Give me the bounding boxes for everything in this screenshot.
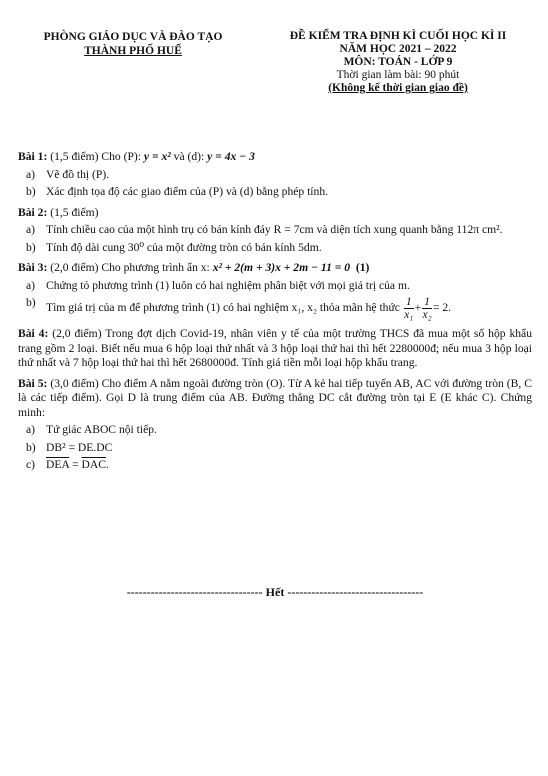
end-marker: ---------------------------------- Hết ---------------------------------- xyxy=(126,585,424,599)
subject: MÔN: TOÁN - LỚP 9 xyxy=(343,56,453,68)
question-2a xyxy=(26,223,532,238)
question-2b xyxy=(26,241,532,256)
item-label: b) xyxy=(26,240,36,254)
item-label: a) xyxy=(26,423,36,436)
period: . xyxy=(106,458,109,471)
item-label: b) xyxy=(26,296,36,309)
question-2 xyxy=(18,206,532,256)
question-1-and: và (d): xyxy=(170,150,208,163)
item-text: DB² = DE.DC xyxy=(46,440,113,454)
equals-sign: = xyxy=(69,458,82,471)
question-2-heading: Bài 2: xyxy=(18,205,48,219)
item-label: c) xyxy=(26,458,36,471)
question-5-heading: Bài 5: xyxy=(18,376,48,390)
question-4-heading: Bài 4: xyxy=(18,327,49,340)
item-text: Vẽ đồ thị (P). xyxy=(46,167,110,181)
question-1b xyxy=(26,185,532,200)
quadratic-equation: x² + 2(m + 3)x + 2m − 11 = 0 xyxy=(212,261,351,274)
question-3-points: (2,0 điểm) Cho phương trình ẩn x: xyxy=(47,261,213,274)
angle-dac: $\overline{DAC}$ xyxy=(81,458,107,471)
question-5 xyxy=(18,377,532,473)
fraction-1-over-x2 xyxy=(422,296,432,321)
item-text xyxy=(46,296,532,321)
item-label: a) xyxy=(26,278,36,292)
question-1a xyxy=(26,168,532,183)
question-3-heading: Bài 3: xyxy=(18,261,48,274)
question-4 xyxy=(18,327,532,371)
question-1-heading: Bài 1: xyxy=(18,150,48,163)
parabola-equation: y = x² xyxy=(143,150,171,163)
header-department xyxy=(18,30,248,58)
item-text: Tính độ dài cung 30⁰ của một đường tròn có bán kính 5dm. xyxy=(46,240,322,254)
line-equation: y = 4x − 3 xyxy=(207,150,255,163)
angle-dea: $\overline{DEA}$ xyxy=(46,458,70,471)
question-3b xyxy=(26,296,532,321)
fraction-denominator: x₁ xyxy=(404,308,414,321)
question-2-points: (1,5 điểm) xyxy=(47,205,99,219)
equation-rhs: = 2. xyxy=(432,301,452,315)
question-1 xyxy=(18,150,532,200)
question-5b xyxy=(26,441,532,456)
department-name: PHÒNG GIÁO DỤC VÀ ĐÀO TẠO xyxy=(43,31,223,43)
city-name: THÀNH PHỐ HUẾ xyxy=(84,45,182,57)
question-5c xyxy=(26,458,532,473)
exam-body xyxy=(18,150,532,479)
question-3 xyxy=(18,261,532,321)
item-text: Tính chiều cao của một hình trụ có bán kính đáy R = 7cm và diện tích xung quanh bằng 112π cm². xyxy=(46,223,503,236)
item-text-main: Tìm giá trị của m để phương trình (1) có hai nghiệm x₁, x₂ thỏa mãn hệ thức xyxy=(46,301,400,315)
question-5-text: (3,0 điểm) Cho điểm A nằm ngoài đường tròn (O). Từ A kẻ hai tiếp tuyến AB, AC với đường tròn (B, C là các tiếp điểm). Gọi D là trung điểm của AB. Đường thẳng DC cắt đường tròn tại E (E khác C). Chứng minh: xyxy=(18,376,532,419)
fraction-numerator: 1 xyxy=(424,295,430,308)
item-text xyxy=(46,458,532,473)
plus-sign: + xyxy=(414,301,422,315)
item-label: a) xyxy=(26,223,36,236)
item-text: Chứng tỏ phương trình (1) luôn có hai nghiệm phân biệt với mọi giá trị của m. xyxy=(46,278,410,292)
fraction-1-over-x1 xyxy=(404,296,414,321)
fraction-numerator: 1 xyxy=(405,295,412,308)
fraction-denominator: x₂ xyxy=(422,308,432,321)
item-text: Xác định tọa độ các giao điểm của (P) và (d) bằng phép tính. xyxy=(46,185,329,198)
item-label: b) xyxy=(26,185,36,198)
item-text: Tứ giác ABOC nội tiếp. xyxy=(46,423,157,436)
header-exam-info xyxy=(262,30,534,95)
duration-note: (Không kể thời gian giao đề) xyxy=(328,82,468,94)
question-3a xyxy=(26,279,532,294)
school-year: NĂM HỌC 2021 – 2022 xyxy=(339,43,457,55)
equation-number: (1) xyxy=(355,261,370,274)
item-label: b) xyxy=(26,440,36,454)
question-5a xyxy=(26,423,532,438)
question-4-text: (2,0 điểm) Trong đợt dịch Covid-19, nhân viên y tế của một trường THCS đã mua một số hộp khẩu trang gồm 2 loại. Biết nếu mua 6 hộp loại thứ nhất và 3 hộp loại thứ hai thì hết 2280000đ; nếu mua 3 hộp loại thứ nhất và 7 hộp loại thứ hai thì hết 2680000đ. Tính giá tiền mỗi loại hộp khẩu trang. xyxy=(18,327,532,369)
exam-title: ĐỀ KIỂM TRA ĐỊNH KÌ CUỐI HỌC KÌ II xyxy=(289,30,507,42)
question-1-points: (1,5 điểm) Cho (P): xyxy=(47,150,144,163)
item-label: a) xyxy=(26,167,36,181)
duration: Thời gian làm bài: 90 phút xyxy=(336,69,460,81)
